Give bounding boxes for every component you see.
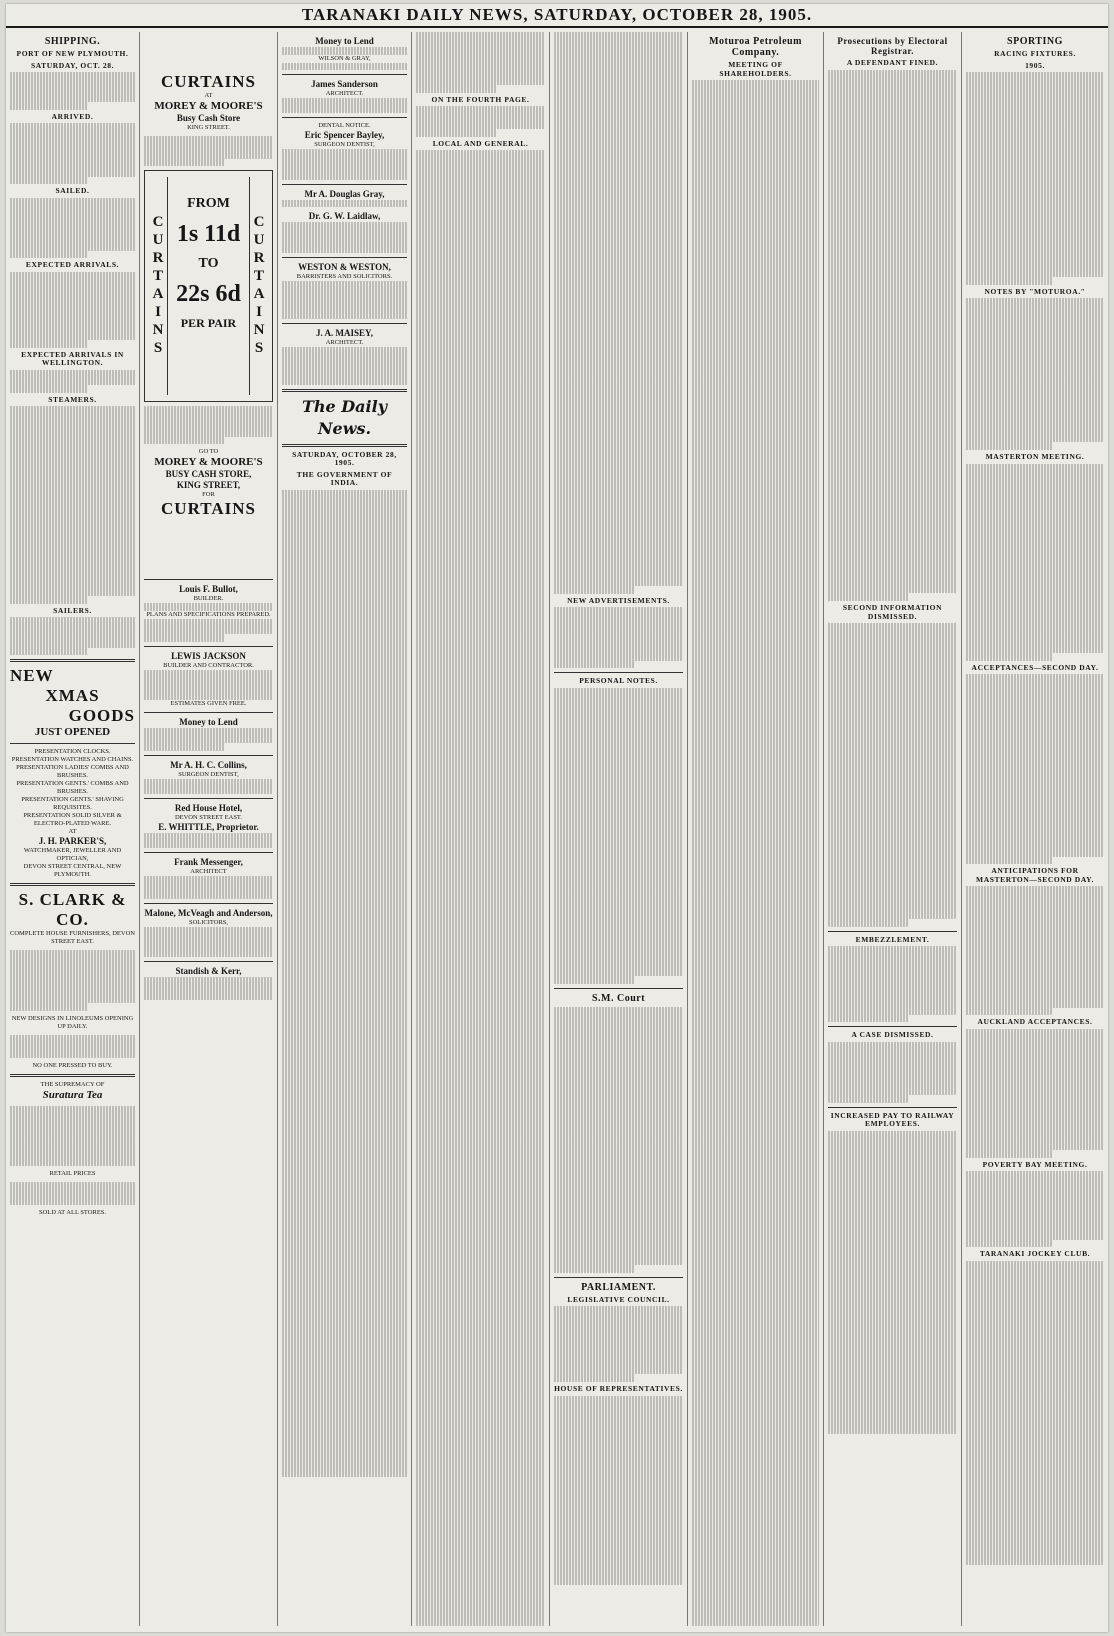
collins-ad: Mr A. H. C. Collins, SURGEON DENTIST, xyxy=(144,760,273,794)
present-item: PRESENTATION GENTS.' SHAVING REQUISITES. xyxy=(21,796,124,812)
maisey-ad: J. A. MAISEY, ARCHITECT. xyxy=(282,328,407,385)
column-local-general xyxy=(412,32,550,1626)
malone-ad: Malone, McVeagh and Anderson, SOLICITORS, xyxy=(144,908,273,957)
auckland-heading: AUCKLAND ACCEPTANCES. xyxy=(977,1017,1093,1027)
messenger-ad: Frank Messenger, ARCHITECT xyxy=(144,857,273,899)
bullot-ad: Louis F. Bullot, BUILDER. PLANS AND SPECIFICATIONS PREPARED. xyxy=(144,584,273,641)
house-heading: HOUSE OF REPRESENTATIVES. xyxy=(554,1384,683,1394)
personal-notes-heading: PERSONAL NOTES. xyxy=(579,676,658,686)
column-moturoa xyxy=(688,32,824,1626)
shipping-heading: SHIPPING. xyxy=(44,36,101,47)
increased-pay-heading: INCREASED PAY TO RAILWAY EMPLOYEES. xyxy=(830,1110,955,1128)
daily-news-title: The Daily News. xyxy=(302,396,387,438)
steamers-heading: STEAMERS. xyxy=(48,394,97,404)
newspaper-page xyxy=(6,4,1108,1632)
fixtures-year: 1905. xyxy=(1025,60,1045,70)
parker-name: J. H. PARKER'S, xyxy=(38,836,107,847)
port-heading: PORT OF NEW PLYMOUTH. xyxy=(16,49,129,58)
curtains-vertical-left: CURTAINS xyxy=(149,177,168,395)
column-prosecutions xyxy=(824,32,962,1626)
fined-heading: A DEFENDANT FINED. xyxy=(846,58,939,67)
present-item: PRESENTATION LADIES' COMBS AND BRUSHES. xyxy=(16,764,129,780)
price-to: 22s 6d xyxy=(176,281,241,308)
jockey-club-heading: TARANAKI JOCKEY CLUB. xyxy=(979,1249,1091,1259)
standish-ad: Standish & Kerr, xyxy=(144,966,273,1000)
money-lend-ad: Money to Lend WILSON & GRAY, xyxy=(282,36,407,70)
column-shipping: SHIPPING. PORT OF NEW PLYMOUTH. SATURDAY, OCT. 28. ARRIVED. SAILED. EXPECTED ARRIVALS. EXPECTED ARRIVALS IN WELLINGTON. STEAMERS. SAILERS. NEW XMAS GOODS JUST OPENED PRESENTATION CLOCKS. PRESENTATION WATCHES AND CHAINS. PRESENTATION LADIES' COMBS AND BRUSHES. PRESENTATION GENTS.' COMBS AND BRUSHES. PRESENTATION GENTS.' SHAVING REQUISITES. PRESENTATION SOLID SILVER & ELECTRO-PLATED WARE. AT J. H. PARKER'S, WATCHMAKER, JEWELLER AND OPTICIAN, DEVON STREET CENTRAL, NEW PLYMOUTH. S. CLARK & CO. COMPLETE HOUSE FURNISHERS, DEVON STREET EAST. NEW DESIGNS IN LINOLEUMS OPENING UP DAILY. NO ONE PRESSED TO BUY. THE SUPREMACY OF Suratura Tea RETAIL PRICES SOLD AT ALL STORES. xyxy=(6,32,140,1626)
notes-heading: NOTES BY "MOTUROA." xyxy=(984,286,1086,296)
tea-ad: THE SUPREMACY OF Suratura Tea xyxy=(40,1080,105,1101)
poverty-bay-heading: POVERTY BAY MEETING. xyxy=(982,1159,1088,1169)
acceptances-heading: ACCEPTANCES—SECOND DAY. xyxy=(971,662,1099,672)
price-from: 1s 11d xyxy=(176,221,241,248)
legislative-heading: LEGISLATIVE COUNCIL. xyxy=(567,1294,670,1304)
present-item: PRESENTATION CLOCKS. xyxy=(34,748,111,756)
shipping-date: SATURDAY, OCT. 28. xyxy=(30,60,115,70)
red-house-ad: Red House Hotel, DEVON STREET EAST. E. WHITTLE, Proprietor. xyxy=(144,803,273,848)
xmas-goods-ad: NEW XMAS GOODS JUST OPENED PRESENTATION CLOCKS. PRESENTATION WATCHES AND CHAINS. PRESENTATION LADIES' COMBS AND BRUSHES. PRESENTATION GENTS.' COMBS AND BRUSHES. PRESENTATION GENTS.' SHAVING REQUISITES. PRESENTATION SOLID SILVER & ELECTRO-PLATED WARE. AT J. H. PARKER'S, WATCHMAKER, JEWELLER AND OPTICIAN, DEVON STREET CENTRAL, NEW PLYMOUTH. xyxy=(10,666,135,879)
column-news xyxy=(550,32,688,1626)
column-ads-editorial xyxy=(278,32,412,1626)
editorial-date: SATURDAY, OCTOBER 28, 1905. xyxy=(292,449,397,468)
case-dismissed-heading: A CASE DISMISSED. xyxy=(851,1030,934,1040)
curtains-vertical-right: CURTAINS xyxy=(249,177,268,395)
new-ads-heading: NEW ADVERTISEMENTS. xyxy=(567,595,670,605)
fixtures-heading: RACING FIXTURES. xyxy=(994,49,1076,58)
arrived-heading: ARRIVED. xyxy=(51,111,94,121)
gray-ad: Mr A. Douglas Gray, xyxy=(282,189,407,208)
meeting-heading: MEETING OF SHAREHOLDERS. xyxy=(719,60,792,78)
masterton-heading: MASTERTON MEETING. xyxy=(985,452,1085,461)
parliament-heading: PARLIAMENT. xyxy=(581,1281,656,1293)
editorial-heading: THE GOVERNMENT OF INDIA. xyxy=(296,469,393,488)
masthead: TARANAKI DAILY NEWS, SATURDAY, OCTOBER 28, 1905. xyxy=(6,4,1108,28)
expected-heading: EXPECTED ARRIVALS. xyxy=(25,260,120,270)
anticipations-heading: ANTICIPATIONS FOR MASTERTON—SECOND DAY. xyxy=(976,866,1094,884)
curtains-ad: CURTAINS AT MOREY & MOORE'S Busy Cash Store KING STREET. xyxy=(154,72,263,131)
sailed-heading: SAILED. xyxy=(55,186,90,196)
laidlaw-ad: Dr. G. W. Laidlaw, xyxy=(282,211,407,252)
moturoa-heading: Moturoa Petroleum Company. xyxy=(709,36,802,58)
sporting-heading: SPORTING xyxy=(1007,36,1063,47)
sanderson-ad: James Sanderson ARCHITECT. xyxy=(282,79,407,113)
present-item: PRESENTATION GENTS.' COMBS AND BRUSHES. xyxy=(16,780,129,796)
sm-court-heading: S.M. Court xyxy=(591,992,646,1004)
dental-ad: DENTAL NOTICE. Eric Spencer Bayley, SURGEON DENTIST, xyxy=(282,122,407,179)
local-general-heading: LOCAL AND GENERAL. xyxy=(432,138,529,148)
moturoa-body xyxy=(692,80,819,1626)
prosecutions-heading: Prosecutions by Electoral Registrar. xyxy=(837,36,948,56)
embezzlement-heading: EMBEZZLEMENT. xyxy=(855,934,930,944)
jackson-ad: LEWIS JACKSON BUILDER AND CONTRACTOR. ESTIMATES GIVEN FREE. xyxy=(144,651,273,708)
curtains-ad-2: GO TO MOREY & MOORE'S BUSY CASH STORE, KING STREET, FOR CURTAINS xyxy=(154,448,263,519)
column-ads-left xyxy=(140,32,278,1626)
local-general-body xyxy=(416,150,545,1626)
money-ad: Money to Lend xyxy=(144,717,273,751)
sailers-heading: SAILERS. xyxy=(53,605,92,615)
clark-ad: S. CLARK & CO. COMPLETE HOUSE FURNISHERS, DEVON STREET EAST. xyxy=(10,890,135,946)
fourth-page-heading: ON THE FOURTH PAGE. xyxy=(431,94,530,104)
column-sporting xyxy=(962,32,1108,1626)
editorial-body xyxy=(282,490,407,1477)
present-item: PRESENTATION WATCHES AND CHAINS. xyxy=(11,756,134,764)
present-item: PRESENTATION SOLID SILVER & ELECTRO-PLATED WARE. xyxy=(23,812,122,828)
expected-wellington-heading: EXPECTED ARRIVALS IN WELLINGTON. xyxy=(21,349,124,368)
curtains-price-block: CURTAINS CURTAINS FROM 1s 11d TO 22s 6d PER PAIR xyxy=(144,170,273,402)
dismissed-heading: SECOND INFORMATION DISMISSED. xyxy=(842,603,943,621)
weston-ad: WESTON & WESTON, BARRISTERS AND SOLICITORS. xyxy=(282,262,407,319)
